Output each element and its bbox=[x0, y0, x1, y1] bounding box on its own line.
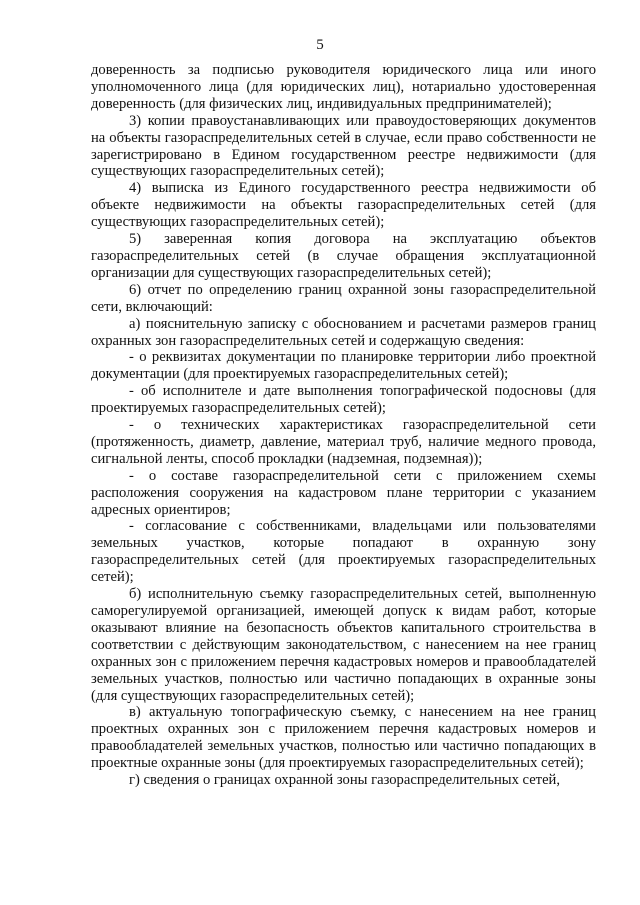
paragraph-subitem-v-topographic-survey: в) актуальную топографическую съемку, с нанесением на нее границ проектных охранных зон с приложением перечня кадастровых номеров и правообладателей земельных участков, полностью или частично попадающих в проектные охранные зоны (для проектируемых газораспределительных сетей); bbox=[91, 704, 596, 772]
paragraph-bullet-technical-specs: - о технических характеристиках газораспределительной сети (протяженность, диаметр, давление, материал труб, наличие медного провода, сигнальной ленты, способ прокладки (надземная, подземная)); bbox=[91, 417, 596, 467]
paragraph-subitem-g-zone-boundaries: г) сведения о границах охранной зоны газораспределительных сетей, bbox=[129, 772, 560, 789]
paragraph-item-5-operation-contract: 5) заверенная копия договора на эксплуатацию объектов газораспределительных сетей (в случае обращения эксплуатационной организации для существующих газораспределительных сетей); bbox=[91, 231, 596, 281]
paragraph-bullet-topographic-basis: - об исполнителе и дате выполнения топографической подосновы (для проектируемых газораспределительных сетей); bbox=[91, 383, 596, 417]
document-body bbox=[91, 62, 596, 789]
paragraph-bullet-owner-approval: - согласование с собственниками, владельцами или пользователями земельных участков, которые попадают в охранную зону газораспределительных сетей (для проектируемых газораспределительных сетей); bbox=[91, 518, 596, 586]
paragraph-item-6-zone-report: 6) отчет по определению границ охранной зоны газораспределительной сети, включающий: bbox=[91, 281, 596, 315]
paragraph-subitem-a-explanatory-note: а) пояснительную записку с обоснованием и расчетами размеров границ охранных зон газораспределительных сетей и содержащую сведения: bbox=[91, 315, 596, 349]
paragraph-item-3-ownership-copies: 3) копии правоустанавливающих или правоудостоверяющих документов на объекты газораспределительных сетей в случае, если право собственности не зарегистрировано в Едином государственном реестре недвижимости (для существующих газораспределительных сетей); bbox=[91, 112, 596, 180]
paragraph-item-4-registry-extract: 4) выписка из Единого государственного реестра недвижимости об объекте недвижимости на объекты газораспределительных сетей (для существующих газораспределительных сетей); bbox=[91, 180, 596, 231]
paragraph-subitem-b-as-built-survey: б) исполнительную съемку газораспределительных сетей, выполненную саморегулируемой организацией, имеющей допуск к видам работ, которые оказывают влияние на безопасность объектов капитального строительства в соответствии с действующим законодательством, с нанесением на нее границ охранных зон с приложением перечня кадастровых номеров и правообладателей земельных участков, полностью или частично попадающих в охранные зоны (для существующих газораспределительных сетей); bbox=[91, 586, 596, 704]
page-number: 5 bbox=[316, 37, 324, 53]
paragraph-bullet-planning-docs: - о реквизитах документации по планировке территории либо проектной документации (для проектируемых газораспределительных сетей); bbox=[91, 349, 596, 383]
paragraph-poa-continuation: доверенность за подписью руководителя юридического лица или иного уполномоченного лица (для юридических лиц), нотариально удостоверенная доверенность (для физических лиц, индивидуальных предпринимателей); bbox=[91, 62, 596, 112]
paragraph-bullet-network-composition: - о составе газораспределительной сети с приложением схемы расположения сооружения на кадастровом плане территории с указанием адресных ориентиров; bbox=[91, 467, 596, 518]
